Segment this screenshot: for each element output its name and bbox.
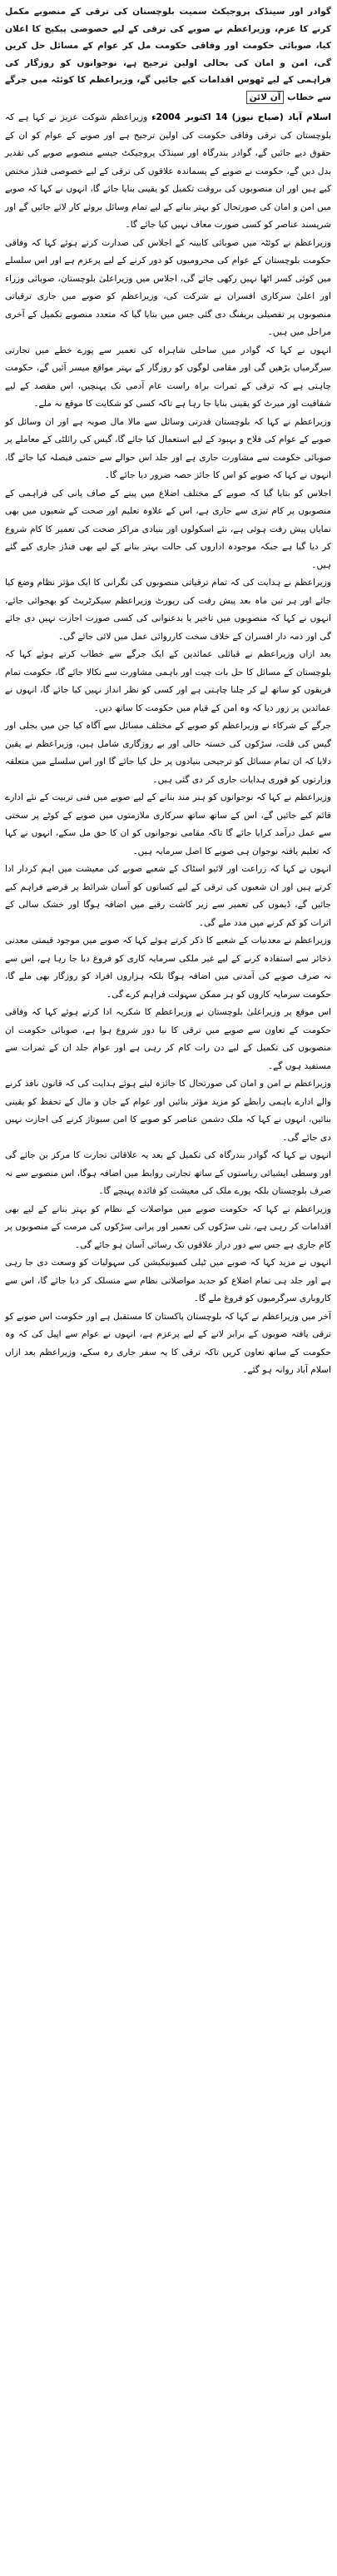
article-headline bbox=[5, 3, 331, 106]
article-paragraph: اجلاس کو بتایا گیا کہ صوبے کے مختلف اضلاع میں پینے کے صاف پانی کی فراہمی کے منصوبوں پر کام تیزی سے جاری ہے، اس کے علاوہ تعلیم اور صحت کے شعبوں میں بھی نمایاں پیش رفت ہوئی ہے، نئے اسکولوں اور بنیادی مراکز صحت کی تعمیر کا کام شروع کر دیا گیا ہے جبکہ موجودہ اداروں کی حالت بہتر بنانے کے لیے بھی فنڈز جاری کیے گئے ہیں۔ bbox=[5, 488, 331, 570]
dateline: اسلام آباد (صباح نیوز) 14 اکتوبر 2004ء bbox=[151, 112, 332, 122]
article-paragraph: انہوں نے کہا کہ گوادر بندرگاہ کی تکمیل کے بعد یہ علاقائی تجارت کا مرکز بن جائے گی اور وسطی ایشیائی ریاستوں کے ساتھ تجارتی روابط میں اضافہ ہوگا، اس منصوبے سے نہ صرف بلوچستان بلکہ پورے ملک کی معیشت کو فائدہ پہنچے گا۔ bbox=[5, 1150, 331, 1196]
article-paragraph: وزیراعظم نے ہدایت کی کہ تمام ترقیاتی منصوبوں کی نگرانی کا ایک مؤثر نظام وضع کیا جائے اور ہر تین ماہ بعد پیش رفت کی رپورٹ وزیراعظم سیکرٹریٹ کو بھجوائی جائے، انہوں نے کہا کہ منصوبوں میں تاخیر یا بدعنوانی کی کسی صورت اجازت نہیں دی جائے گی اور ذمہ دار افسران کے خلاف سخت کارروائی عمل میں لائی جائے گی۔ bbox=[5, 578, 331, 642]
article-paragraph: وزیراعظم نے کوئٹہ میں صوبائی کابینہ کے اجلاس کی صدارت کرتے ہوئے کہا کہ وفاقی حکومت بلوچستان کے عوام کی محرومیوں کو دور کرنے کے لیے پرعزم ہے اور اس سلسلے میں کوئی کسر اٹھا نہیں رکھی جائے گی، اجلاس میں وزیراعلیٰ بلوچستان، صوبائی وزراء اور اعلیٰ سرکاری افسران نے شرکت کی، وزیراعظم کو صوبے میں جاری ترقیاتی منصوبوں پر تفصیلی بریفنگ دی گئی جس میں بتایا گیا کہ متعدد منصوبے تکمیل کے آخری مراحل میں ہیں۔ bbox=[5, 237, 331, 337]
lead-text: وزیراعظم شوکت عزیز نے کہا ہے کہ بلوچستان کی ترقی وفاقی حکومت کی اولین ترجیح ہے اور صوبے کے عوام کو ان کے حقوق دیے جائیں گے، گوادر بندرگاہ اور سینڈک پروجیکٹ جیسے منصوبے صوبے کی تقدیر بدل دیں گے، حکومت نے صوبے کے پسماندہ علاقوں کی ترقی کے لیے خصوصی فنڈز مختص کیے ہیں اور ان منصوبوں کی بروقت تکمیل کو یقینی بنایا جائے گا، انہوں نے کہا کہ صوبے میں امن و امان کی صورتحال کو بہتر بنانے کے لیے تمام وسائل بروئے کار لائے جائیں گے اور شرپسند عناصر کو کسی صورت معاف نہیں کیا جائے گا۔ bbox=[5, 112, 331, 230]
article-paragraph: انہوں نے کہا کہ گوادر میں ساحلی شاہراہ کی تعمیر سے پورے خطے میں تجارتی سرگرمیاں بڑھیں گی اور مقامی لوگوں کو روزگار کے بہتر مواقع میسر آئیں گے، حکومت چاہتی ہے کہ ترقی کے ثمرات براہ راست عام آدمی تک پہنچیں، اس مقصد کے لیے شفافیت اور میرٹ کو یقینی بنایا جا رہا ہے تاکہ کسی کو شکایت کا موقع نہ ملے۔ bbox=[5, 345, 331, 409]
article-paragraph: انہوں نے کہا کہ زراعت اور لائیو اسٹاک کے شعبے صوبے کی معیشت میں اہم کردار ادا کرتے ہیں اور ان شعبوں کی ترقی کے لیے کسانوں کو آسان شرائط پر قرضے فراہم کیے جائیں گے، ڈیموں کی تعمیر سے زیر کاشت رقبے میں اضافہ ہوگا اور خشک سالی کے اثرات کو کم کرنے میں مدد ملے گی۔ bbox=[5, 864, 331, 928]
article-paragraph: وزیراعظم نے معدنیات کے شعبے کا ذکر کرتے ہوئے کہا کہ صوبے میں موجود قیمتی معدنی ذخائر سے استفادہ کرنے کے لیے غیر ملکی سرمایہ کاری کو فروغ دیا جا رہا ہے، اس سے نہ صرف صوبے کی آمدنی میں اضافہ ہوگا بلکہ ہزاروں افراد کو روزگار بھی ملے گا، حکومت سرمایہ کاروں کو ہر ممکن سہولت فراہم کرے گی۔ bbox=[5, 936, 331, 1000]
headline-text: گوادر اور سینڈک پروجیکٹ سمیت بلوچستان کی ترقی کے منصوبے مکمل کرنے کا عزم، وزیراعظم نے صوبے کی ترقی کے لیے خصوصی پیکیج کا اعلان کیا، صوبائی حکومت اور وفاقی حکومت مل کر عوام کے مسائل حل کریں گی، امن و امان کی بحالی اولین ترجیح ہے، نوجوانوں کو روزگار کی فراہمی کے لیے ٹھوس اقدامات کیے جائیں گے، وزیراعظم کا کوئٹہ میں جرگے سے خطاب bbox=[5, 7, 331, 102]
article-paragraph: اس موقع پر وزیراعلیٰ بلوچستان نے وزیراعظم کا شکریہ ادا کرتے ہوئے کہا کہ وفاقی حکومت کے تعاون سے صوبے میں ترقی کا نیا دور شروع ہوا ہے، صوبائی حکومت ان منصوبوں کی تکمیل کے لیے دن رات کام کر رہی ہے اور عوام جلد ان کے ثمرات سے مستفید ہوں گے۔ bbox=[5, 1007, 331, 1071]
article-paragraph: وزیراعظم نے امن و امان کی صورتحال کا جائزہ لیتے ہوئے ہدایت کی کہ قانون نافذ کرنے والے ادارے باہمی رابطے کو مزید مؤثر بنائیں اور عوام کے جان و مال کے تحفظ کو یقینی بنائیں، انہوں نے کہا کہ ملک دشمن عناصر کو صوبے کا امن سبوتاژ کرنے کی اجازت نہیں دی جائے گی۔ bbox=[5, 1079, 331, 1143]
article-paragraph: آخر میں وزیراعظم نے کہا کہ بلوچستان پاکستان کا مستقبل ہے اور حکومت اس صوبے کو ترقی یافتہ صوبوں کے برابر لانے کے لیے پرعزم ہے، انہوں نے عوام سے اپیل کی کہ وہ حکومت کے ساتھ تعاون کریں تاکہ ترقی کا یہ سفر جاری رہ سکے، وزیراعظم بعد ازاں اسلام آباد روانہ ہو گئے۔ bbox=[5, 1311, 331, 1375]
article-paragraph: وزیراعظم نے کہا کہ بلوچستان قدرتی وسائل سے مالا مال صوبہ ہے اور ان وسائل کو صوبے کے عوام کی فلاح و بہبود کے لیے استعمال کیا جائے گا، گیس کی رائلٹی کے معاملے پر صوبائی حکومت سے مشاورت جاری ہے اور جلد اس حوالے سے حتمی فیصلہ کیا جائے گا، انہوں نے کہا کہ صوبے کو اس کا جائز حصہ ضرور دیا جائے گا۔ bbox=[5, 416, 331, 480]
article-paragraph: وزیراعظم نے کہا کہ حکومت صوبے میں مواصلات کے نظام کو بہتر بنانے کے لیے بھی اقدامات کر رہی ہے، نئی سڑکوں کی تعمیر اور پرانی سڑکوں کی مرمت کے منصوبوں پر کام جاری ہے جس سے دور دراز علاقوں تک رسائی آسان ہو جائے گی۔ bbox=[5, 1204, 331, 1250]
article-paragraph: انہوں نے مزید کہا کہ صوبے میں ٹیلی کمیونیکیشن کی سہولیات کو وسعت دی جا رہی ہے اور جلد ہی تمام اضلاع کو جدید مواصلاتی نظام سے منسلک کر دیا جائے گا، اس سے کاروباری سرگرمیوں کو فروغ ملے گا۔ bbox=[5, 1258, 331, 1303]
article-lead bbox=[5, 109, 331, 235]
article-paragraph: جرگے کے شرکاء نے وزیراعظم کو صوبے کے مختلف مسائل سے آگاہ کیا جن میں بجلی اور گیس کی قلت، سڑکوں کی خستہ حالی اور بے روزگاری شامل ہیں، وزیراعظم نے یقین دلایا کہ ان تمام مسائل کو ترجیحی بنیادوں پر حل کیا جائے گا اور اس سلسلے میں متعلقہ وزارتوں کو فوری ہدایات جاری کر دی گئی ہیں۔ bbox=[5, 721, 331, 785]
source-tag: آن لائن bbox=[246, 91, 285, 104]
article-paragraph: بعد ازاں وزیراعظم نے قبائلی عمائدین کے ایک جرگے سے خطاب کرتے ہوئے کہا کہ بلوچستان کے مسائل کا حل بات چیت اور باہمی مشاورت سے نکالا جائے گا، حکومت تمام فریقوں کو ساتھ لے کر چلنا چاہتی ہے اور کسی کو نظر انداز نہیں کیا جائے گا، انہوں نے عمائدین پر زور دیا کہ وہ امن کے قیام میں حکومت کا ساتھ دیں۔ bbox=[5, 649, 331, 713]
article-paragraph: وزیراعظم نے کہا کہ نوجوانوں کو ہنر مند بنانے کے لیے صوبے میں فنی تربیت کے نئے ادارے قائم کیے جائیں گے، اس کے ساتھ ساتھ سرکاری ملازمتوں میں صوبے کے کوٹے پر سختی سے عمل درآمد کرایا جائے گا تاکہ مقامی نوجوانوں کو ان کا حق مل سکے، انہوں نے کہا کہ تعلیم یافتہ نوجوان ہی صوبے کا اصل سرمایہ ہیں۔ bbox=[5, 792, 331, 856]
